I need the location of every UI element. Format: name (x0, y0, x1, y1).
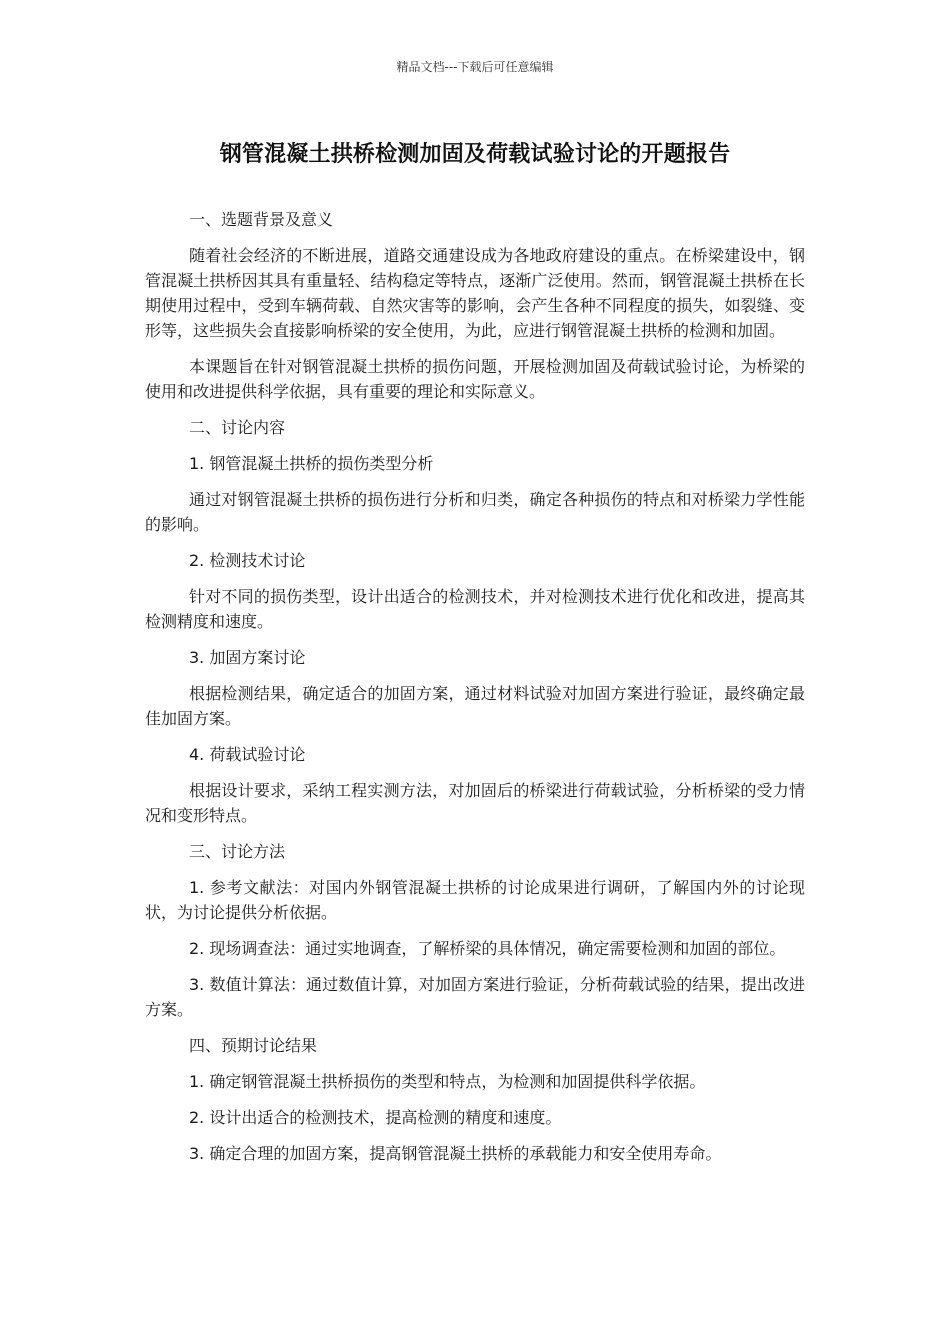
section-heading-content: 二、讨论内容 (189, 418, 286, 437)
subheading-load-test: 4. 荷载试验讨论 (189, 745, 306, 764)
paragraph-load-test: 根据设计要求，采纳工程实测方法，对加固后的桥梁进行荷载试验，分析桥梁的受力情况和变形特点。 (145, 781, 805, 825)
paragraph-damage-analysis: 通过对钢管混凝土拱桥的损伤进行分析和归类，确定各种损伤的特点和对桥梁力学性能的影响。 (145, 490, 805, 534)
section-heading-background: 一、选题背景及意义 (189, 210, 334, 229)
method-item-field-survey: 2. 现场调查法：通过实地调查，了解桥梁的具体情况，确定需要检测和加固的部位。 (189, 939, 786, 958)
result-item-reinforcement: 3. 确定合理的加固方案，提高钢管混凝土拱桥的承载能力和安全使用寿命。 (189, 1144, 722, 1163)
subheading-detection-tech: 2. 检测技术讨论 (189, 551, 306, 570)
paragraph-background: 随着社会经济的不断进展，道路交通建设成为各地政府建设的重点。在桥梁建设中，钢管混凝土拱桥因其具有重量轻、结构稳定等特点，逐渐广泛使用。然而，钢管混凝土拱桥在长期使用过程中，受到车辆荷载、自然灾害等的影响，会产生各种不同程度的损失，如裂缝、变形等，这些损失会直接影响桥梁的安全使用，为此，应进行钢管混凝土拱桥的检测和加固。 (145, 246, 805, 340)
section-heading-methods: 三、讨论方法 (189, 842, 286, 861)
result-item-damage-types: 1. 确定钢管混凝土拱桥损伤的类型和特点，为检测和加固提供科学依据。 (189, 1072, 706, 1091)
section-heading-expected-results: 四、预期讨论结果 (189, 1036, 318, 1055)
document-body (145, 207, 805, 1177)
method-item-numerical: 3. 数值计算法：通过数值计算，对加固方案进行验证，分析荷载试验的结果，提出改进方案。 (145, 975, 805, 1019)
subheading-reinforcement-plan: 3. 加固方案讨论 (189, 648, 306, 667)
paragraph-detection-tech: 针对不同的损伤类型，设计出适合的检测技术，并对检测技术进行优化和改进，提高其检测精度和速度。 (145, 587, 805, 631)
page-header-note: 精品文档---下载后可任意编辑 (396, 60, 554, 74)
result-item-detection: 2. 设计出适合的检测技术，提高检测的精度和速度。 (189, 1108, 562, 1127)
method-item-literature: 1. 参考文献法：对国内外钢管混凝土拱桥的讨论成果进行调研，了解国内外的讨论现状，为讨论提供分析依据。 (145, 878, 805, 922)
document-title: 钢管混凝土拱桥检测加固及荷载试验讨论的开题报告 (219, 142, 731, 167)
subheading-damage-analysis: 1. 钢管混凝土拱桥的损伤类型分析 (189, 454, 434, 473)
paragraph-purpose: 本课题旨在针对钢管混凝土拱桥的损伤问题，开展检测加固及荷载试验讨论，为桥梁的使用和改进提供科学依据，具有重要的理论和实际意义。 (145, 357, 805, 401)
paragraph-reinforcement-plan: 根据检测结果，确定适合的加固方案，通过材料试验对加固方案进行验证，最终确定最佳加固方案。 (145, 684, 805, 728)
